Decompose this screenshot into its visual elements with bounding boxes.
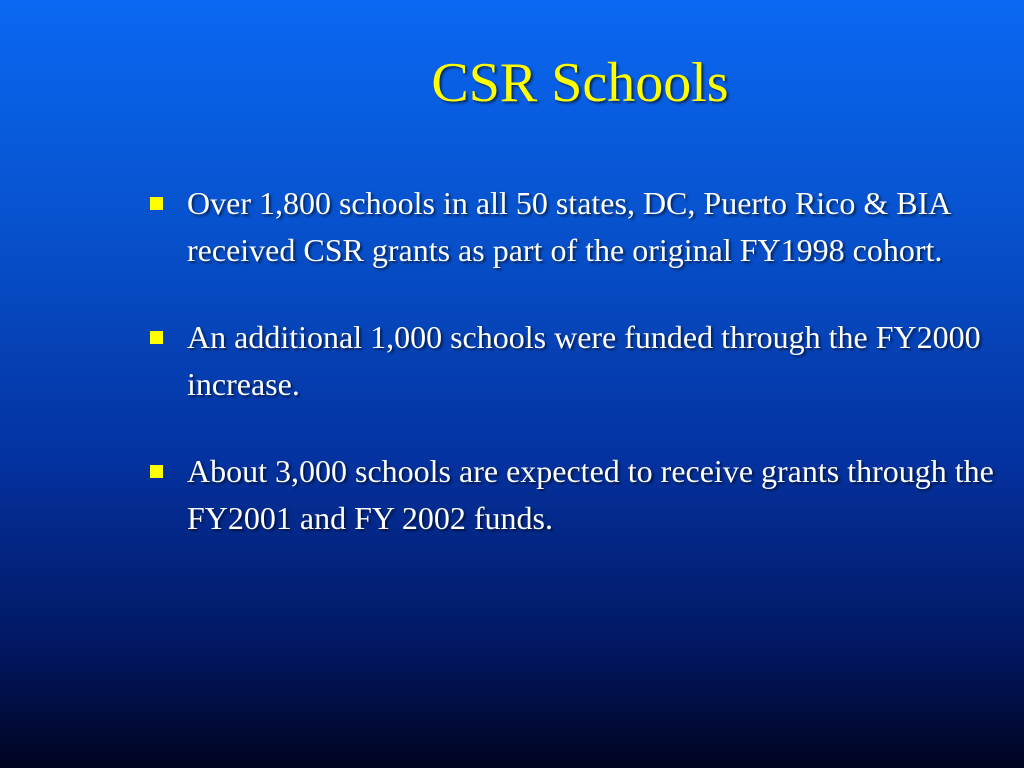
square-bullet-icon — [150, 197, 163, 210]
square-bullet-icon — [150, 465, 163, 478]
bullet-text: About 3,000 schools are expected to receive grants through the FY2001 and FY 2002 funds. — [187, 453, 994, 536]
bullet-text: Over 1,800 schools in all 50 states, DC, Puerto Rico & BIA received CSR grants as part of the original FY1998 cohort. — [187, 185, 950, 268]
bullet-item — [148, 448, 1010, 542]
bullet-item — [148, 314, 1010, 408]
bullet-item — [148, 180, 1010, 274]
square-bullet-icon — [150, 331, 163, 344]
slide-title: CSR Schools — [431, 52, 729, 114]
bullet-text: An additional 1,000 schools were funded through the FY2000 increase. — [187, 319, 981, 402]
bullet-list — [148, 180, 1010, 582]
